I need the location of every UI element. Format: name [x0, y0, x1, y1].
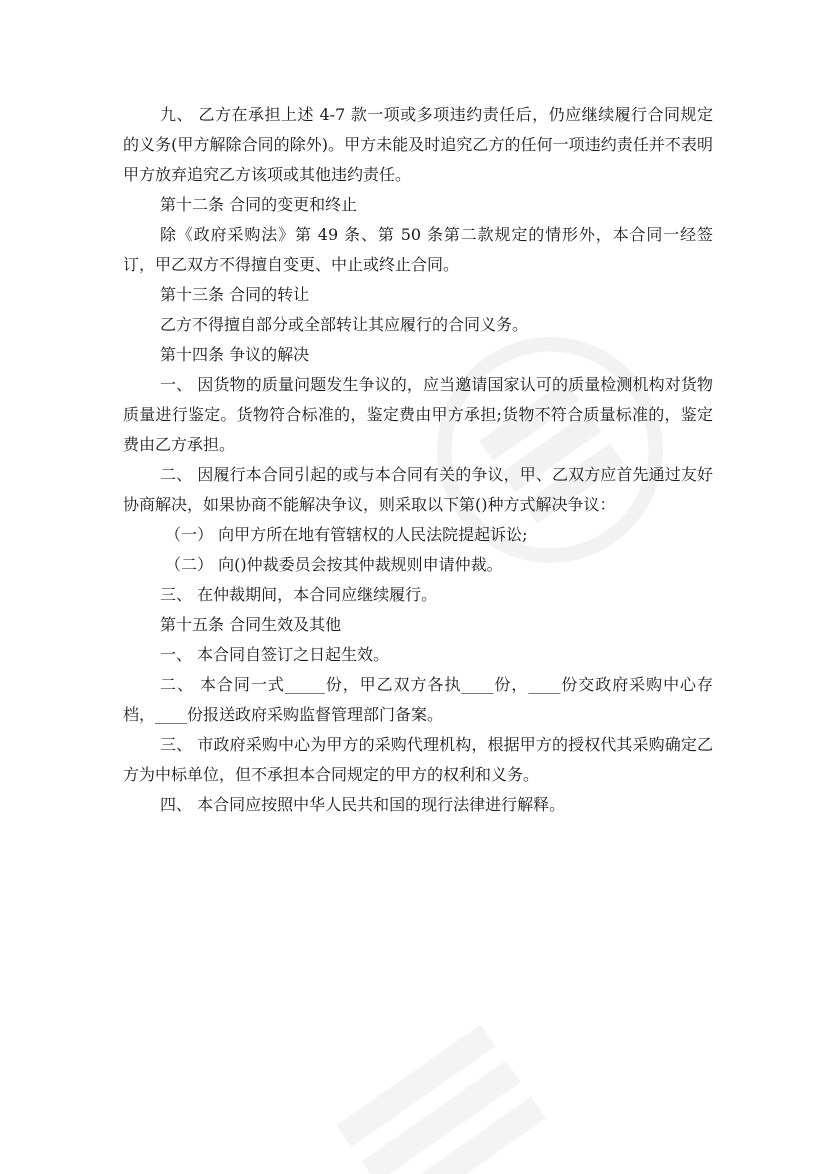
clause-paragraph: 九、 乙方在承担上述 4-7 款一项或多项违约责任后，仍应继续履行合同规定的义务(甲方解除合同的除外)。甲方未能及时追究乙方的任何一项违约责任并不表明甲方放弃追究乙方该项或其他违约责任。 [123, 105, 713, 184]
clause-paragraph: 四、 本合同应按照中华人民共和国的现行法律进行解释。 [160, 795, 566, 814]
clause-paragraph: 三、 市政府采购中心为甲方的采购代理机构，根据甲方的授权代其采购确定乙方为中标单位，但不承担本合同规定的甲方的权利和义务。 [123, 735, 713, 784]
clause-paragraph: 乙方不得擅自部分或全部转让其应履行的合同义务。 [160, 315, 529, 334]
document-body [123, 100, 713, 820]
article-heading: 第十五条 合同生效及其他 [160, 615, 342, 634]
watermark-logo-icon [304, 991, 576, 1174]
article-heading: 第十四条 争议的解决 [160, 345, 310, 364]
clause-paragraph: 二、 因履行本合同引起的或与本合同有关的争议，甲、乙双方应首先通过友好协商解决，如果协商不能解决争议，则采取以下第()种方式解决争议： [123, 465, 713, 514]
clause-paragraph: 除《政府采购法》第 49 条、第 50 条第二款规定的情形外，本合同一经签订，甲乙双方不得擅自变更、中止或终止合同。 [123, 225, 713, 274]
article-heading: 第十三条 合同的转让 [160, 285, 310, 304]
clause-paragraph: 一、 因货物的质量问题发生争议的，应当邀请国家认可的质量检测机构对货物质量进行鉴定。货物符合标准的，鉴定费由甲方承担;货物不符合质量标准的，鉴定费由乙方承担。 [123, 375, 713, 454]
option-item: （二） 向()仲裁委员会按其仲裁规则申请仲裁。 [165, 555, 503, 574]
clause-paragraph: 一、 本合同自签订之日起生效。 [160, 645, 390, 664]
clause-paragraph: 二、 本合同一式_____份，甲乙双方各执____份，____份交政府采购中心存档，____份报送政府采购监督管理部门备案。 [123, 675, 713, 724]
article-heading: 第十二条 合同的变更和终止 [160, 195, 358, 214]
option-item: （一） 向甲方所在地有管辖权的人民法院提起诉讼; [165, 525, 528, 544]
clause-paragraph: 三、 在仲裁期间，本合同应继续履行。 [160, 585, 438, 604]
